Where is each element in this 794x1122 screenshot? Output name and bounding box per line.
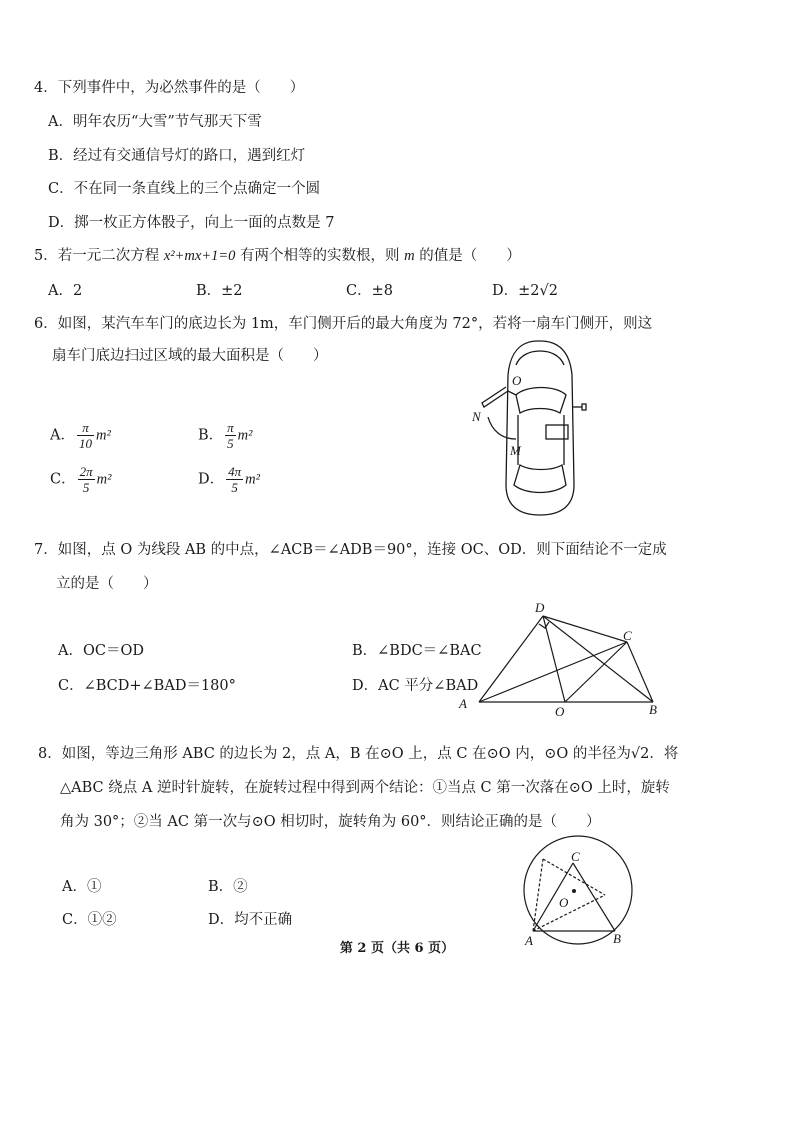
car-roof-panel xyxy=(546,425,568,439)
q7-line1: 7．如图，点 O 为线段 AB 的中点，∠ACB＝∠ADB＝90°，连接 OC、OD．则下面结论不一定成 xyxy=(34,542,667,558)
q7-label-d: D xyxy=(535,600,545,615)
q4-option-b: B．经过有交通信号灯的路口，遇到红灯 xyxy=(48,148,306,164)
q6-option-c xyxy=(50,464,111,495)
q8-rotated-dashed-1 xyxy=(533,859,543,931)
q5-option-c: C．±8 xyxy=(346,283,393,299)
q8-side-cb xyxy=(573,863,615,931)
q6-option-b xyxy=(198,420,253,451)
q7-option-b: B．∠BDC＝∠BAC xyxy=(352,643,482,659)
page-footer: 第 2 页（共 6 页） xyxy=(339,941,455,956)
q7-option-d: D．AC 平分∠BAD xyxy=(352,678,479,694)
q6-line1: 6．如图，某汽车车门的底边长为 1m，车门侧开后的最大角度为 72°，若将一扇车门侧开，则这 xyxy=(34,316,653,332)
q8-center-dot xyxy=(572,889,576,893)
q6-label-m: M xyxy=(510,443,521,458)
car-hood-line-right xyxy=(540,351,564,365)
q7-segment-oc xyxy=(565,642,627,702)
q7-option-a: A．OC＝OD xyxy=(58,643,144,659)
q6-option-a-num: π xyxy=(77,420,94,436)
q8-line1: 8．如图，等边三角形 ABC 的边长为 2，点 A，B 在⊙O 上，点 C 在⊙O 内，⊙O 的半径为√2．将 xyxy=(38,746,679,762)
q8-label-c: C xyxy=(571,849,580,864)
q6-option-b-letter: B． xyxy=(198,427,224,444)
q6-option-a-letter: A． xyxy=(50,427,75,444)
q7-segment-od xyxy=(543,616,565,702)
q6-option-c-num: 2π xyxy=(79,464,93,479)
q8-label-a: A xyxy=(525,933,533,948)
q8-geometry-figure xyxy=(515,845,640,950)
q6-option-b-den: 5 xyxy=(227,436,234,451)
q7-label-o: O xyxy=(555,704,565,719)
q8-option-b: B．② xyxy=(208,879,248,895)
q7-segment-cb xyxy=(627,642,653,702)
q5-equation: x²+mx+1=0 xyxy=(163,248,236,264)
q6-option-d-unit: m² xyxy=(245,471,260,488)
q5-stem-mid: 有两个相等的实数根，则 xyxy=(235,248,405,264)
car-rear-window xyxy=(514,465,566,493)
q6-option-a-fraction xyxy=(77,420,94,451)
q6-option-d-num: 4π xyxy=(228,464,242,479)
q6-option-d-fraction xyxy=(226,464,243,495)
car-open-door xyxy=(482,387,508,407)
q5-var: m xyxy=(404,248,415,264)
q8-label-o: O xyxy=(559,895,569,910)
q7-segment-dc xyxy=(543,616,627,642)
q8-option-d: D．均不正确 xyxy=(208,912,293,928)
q5-stem-pre: 5．若一元二次方程 xyxy=(34,248,164,264)
q4-option-a: A．明年农历“大雪”节气那天下雪 xyxy=(48,114,262,130)
q7-option-c: C．∠BCD+∠BAD＝180° xyxy=(58,678,236,694)
car-mirror-right-cap xyxy=(582,404,586,410)
q8-line3: 角为 30°；②当 AC 第一次与⊙O 相切时，旋转角为 60°．则结论正确的是（ ） xyxy=(60,814,601,830)
q6-option-a xyxy=(50,420,111,451)
q5-option-b: B．±2 xyxy=(196,283,243,299)
q6-option-a-unit: m² xyxy=(95,427,111,444)
q4-option-c: C．不在同一条直线上的三个点确定一个圆 xyxy=(48,181,321,197)
q7-segment-db xyxy=(543,616,653,702)
q7-line2: 立的是（ ） xyxy=(56,576,158,592)
q6-option-d xyxy=(198,464,260,495)
car-hood-line-left xyxy=(516,351,540,365)
q6-label-n: N xyxy=(472,409,481,424)
q8-label-b: B xyxy=(613,931,621,946)
q6-option-c-unit: m² xyxy=(96,471,112,488)
q5-option-d: D．±2√2 xyxy=(492,283,558,299)
q7-right-angle-d xyxy=(539,622,549,628)
q8-option-c: C．①② xyxy=(62,912,117,928)
q6-option-b-unit: m² xyxy=(237,427,253,444)
car-door-sweep-arc xyxy=(488,417,516,439)
q6-car-figure xyxy=(460,335,610,520)
q6-option-d-letter: D． xyxy=(198,471,225,488)
car-door-hinge xyxy=(508,391,516,395)
q5-stem-post: 的值是（ ） xyxy=(414,248,521,264)
q5-stem xyxy=(34,246,521,266)
q6-option-c-den: 5 xyxy=(82,480,90,495)
q8-option-a: A．① xyxy=(62,879,102,895)
q7-label-a: A xyxy=(459,696,467,711)
q6-option-a-den: 10 xyxy=(78,436,92,451)
q7-label-b: B xyxy=(649,702,657,717)
q6-option-d-den: 5 xyxy=(231,480,238,495)
q6-option-c-letter: C． xyxy=(50,471,76,488)
q6-label-o: O xyxy=(512,373,522,388)
q6-option-b-fraction xyxy=(225,420,236,451)
q6-option-c-fraction xyxy=(78,464,95,495)
q4-option-d: D．掷一枚正方体骰子，向上一面的点数是 7 xyxy=(48,215,335,231)
q5-option-a: A．2 xyxy=(48,283,83,299)
q7-geometry-figure xyxy=(455,598,670,720)
q4-stem: 4．下列事件中，为必然事件的是（ ） xyxy=(34,80,305,96)
q6-option-b-num: π xyxy=(227,420,234,435)
q8-line2: △ABC 绕点 A 逆时针旋转，在旋转过程中得到两个结论：①当点 C 第一次落在⊙O 上时，旋转 xyxy=(60,780,670,796)
car-windshield xyxy=(516,388,566,414)
q6-line2: 扇车门底边扫过区域的最大面积是（ ） xyxy=(52,348,328,364)
q7-label-c: C xyxy=(623,628,632,643)
